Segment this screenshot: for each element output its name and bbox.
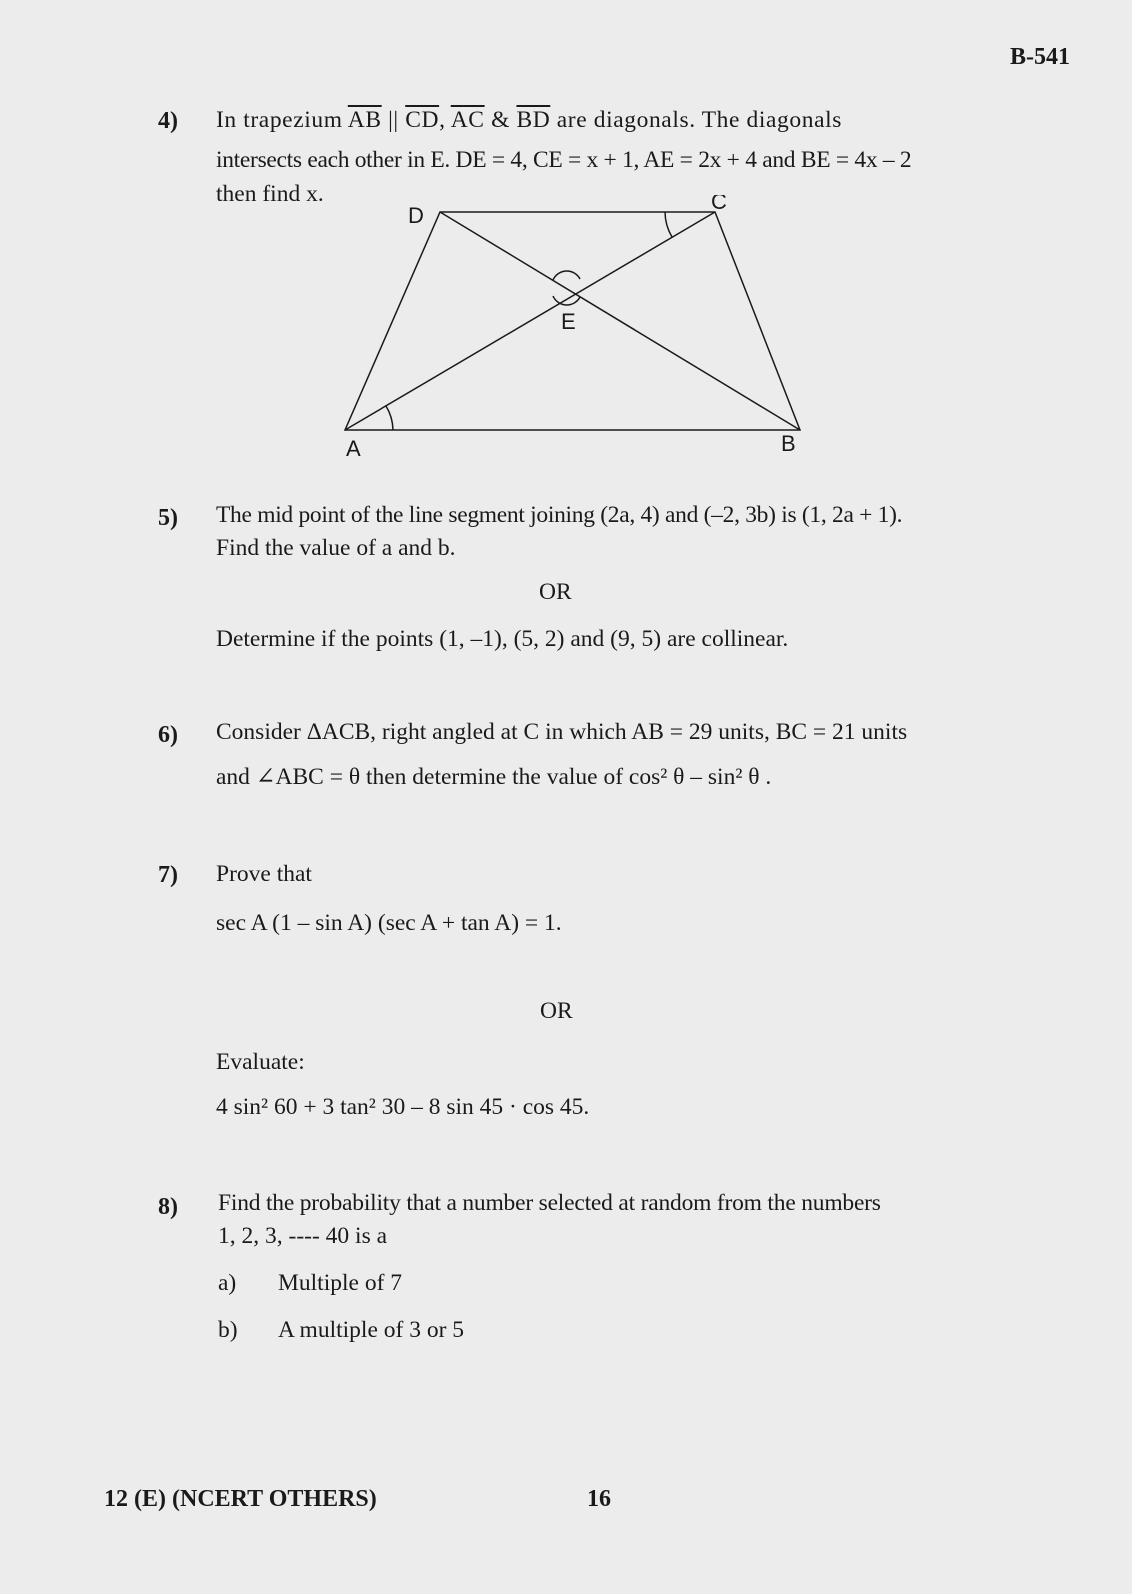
q8-number: 8)	[158, 1194, 178, 1220]
q8-line-2: 1, 2, 3, ---- 40 is a	[218, 1223, 388, 1249]
segment-cd: $\overline{CD}$	[405, 107, 440, 133]
q7-line-1: Prove that	[216, 861, 312, 887]
footer-subject: 12 (E) (NCERT OTHERS)	[104, 1486, 377, 1512]
vertex-label-a: A	[346, 436, 361, 461]
vertex-label-d: D	[408, 203, 424, 228]
diagonal-ac	[345, 212, 715, 430]
page-number: 16	[587, 1486, 611, 1512]
angle-mark-e-top	[553, 271, 580, 280]
segment-ab: $\overline{AB}$	[347, 107, 382, 133]
paper-code: B-541	[1010, 44, 1070, 70]
angle-mark-a	[386, 406, 393, 430]
q8-option-a	[218, 1270, 402, 1297]
q7-line-2: sec A (1 – sin A) (sec A + tan A) = 1.	[216, 910, 562, 936]
option-text: A multiple of 3 or 5	[278, 1317, 465, 1343]
q5-alt: Determine if the points (1, –1), (5, 2) and (9, 5) are collinear.	[216, 626, 789, 652]
angle-mark-c	[665, 212, 672, 237]
angle-mark-e-bottom	[553, 296, 580, 305]
q5-number: 5)	[158, 505, 178, 531]
q4-number: 4)	[158, 108, 178, 134]
vertex-label-e: E	[561, 309, 576, 334]
q7-line-3: Evaluate:	[216, 1049, 305, 1075]
q6-number: 6)	[158, 722, 178, 748]
segment-bd: $\overline{BD}$	[516, 107, 551, 133]
q5-line-2: Find the value of a and b.	[216, 535, 456, 561]
option-label: a)	[218, 1270, 237, 1296]
segment-ac: $\overline{AC}$	[450, 107, 485, 133]
q4-line-3: then find x.	[216, 181, 324, 207]
q7-number: 7)	[158, 862, 178, 888]
q7-line-4: 4 sin² 60 + 3 tan² 30 – 8 sin 45 · cos 45.	[216, 1094, 590, 1120]
option-label: b)	[218, 1317, 238, 1343]
vertex-label-b: B	[781, 431, 796, 456]
diagonal-bd	[440, 212, 800, 430]
q5-or: OR	[539, 579, 572, 605]
q5-line-1: The mid point of the line segment joining (2a, 4) and (–2, 3b) is (1, 2a + 1).	[216, 502, 903, 528]
trapezium-figure	[330, 195, 810, 465]
option-text: Multiple of 7	[278, 1270, 403, 1296]
q4-line-2: intersects each other in E. DE = 4, CE = x + 1, AE = 2x + 4 and BE = 4x – 2	[216, 147, 912, 173]
q8-option-b	[218, 1317, 464, 1344]
q8-line-1: Find the probability that a number selected at random from the numbers	[218, 1190, 881, 1216]
q6-line-1: Consider ΔACB, right angled at C in which AB = 29 units, BC = 21 units	[216, 719, 908, 745]
q4-line-1: In trapezium $\overline{AB}$ || $\overline{CD}$, $\overline{AC}$ & $\overline{BD}$ are diagonals. The diagonals	[216, 107, 842, 133]
vertex-label-c: C	[711, 195, 727, 214]
q4-text	[216, 103, 1016, 137]
q7-or: OR	[540, 998, 573, 1024]
q6-line-2: and ∠ABC = θ then determine the value of cos² θ – sin² θ .	[216, 764, 772, 790]
